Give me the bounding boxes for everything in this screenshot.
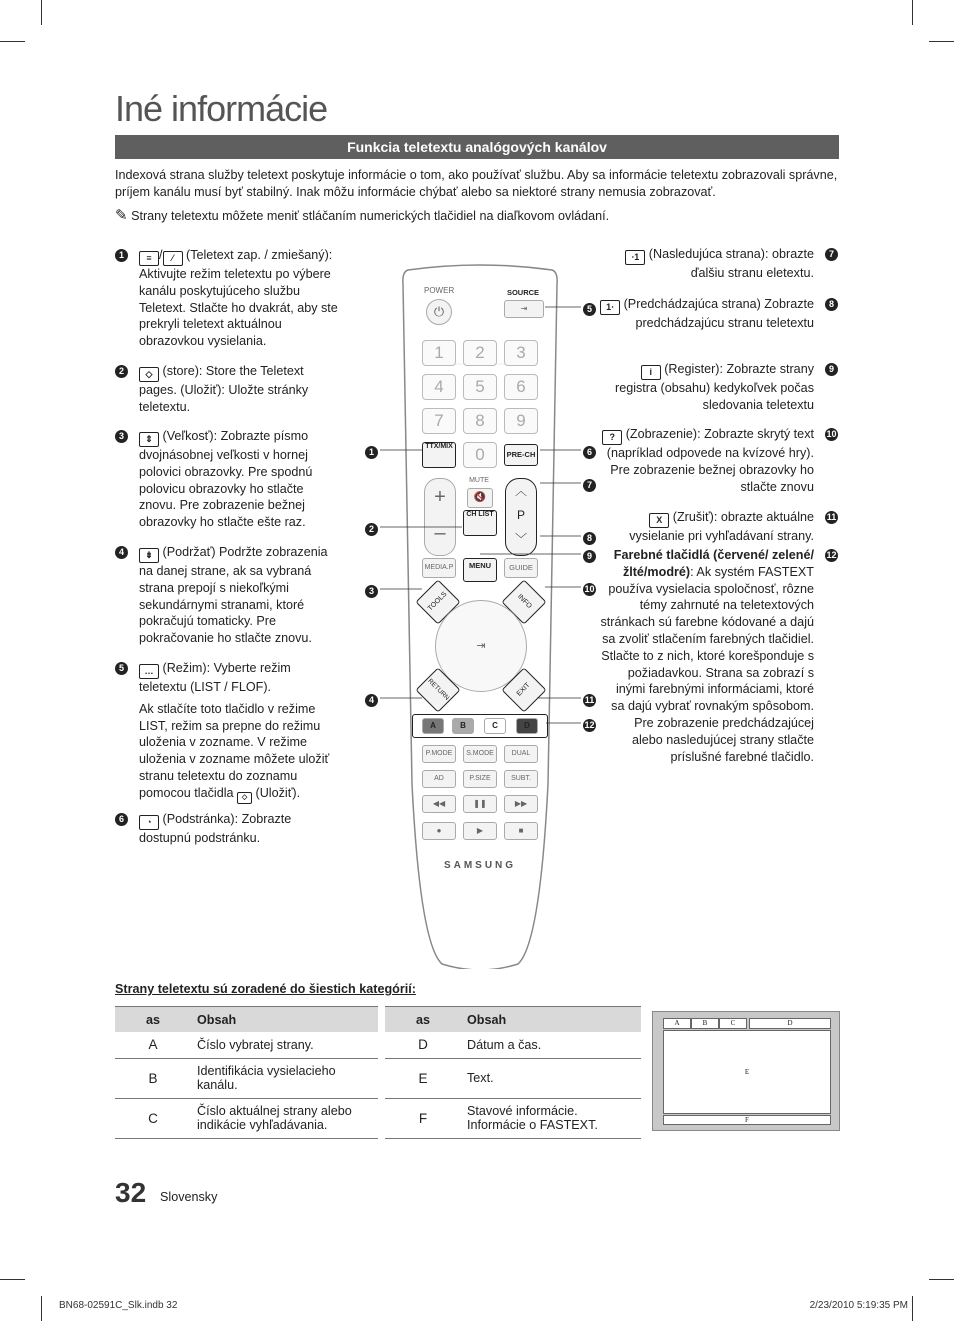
page-number: 32 [115,1177,147,1208]
callout-5 [583,301,596,319]
digit-9[interactable]: 9 [504,408,538,434]
table-row [385,1032,641,1058]
exit-button[interactable]: EXIT [501,667,546,712]
power-label: POWER [424,286,455,295]
item-text: (Teletext zap. / zmiešaný): Aktivujte režim teletextu po výbere kanálu poskytujúceho službu Teletext. Stlačte ho dvakrát, aby ste prekryli teletext aktuálnou obrazovkou vysielania. [139,248,338,349]
source-label: SOURCE [506,288,540,297]
store-icon: ◇ [237,792,252,804]
right-item-9 [600,361,834,414]
source-button[interactable]: ⇥ [504,300,544,318]
column-header: Obsah [461,1007,641,1033]
callout-7 [583,477,596,495]
channel-p-label: P [516,508,525,522]
table-cell: F [385,1098,461,1138]
dual-button[interactable]: DUAL [504,745,538,763]
crop-mark [912,0,913,25]
table-row [115,1098,378,1138]
button-a[interactable]: A [422,718,444,734]
number-badge: 6 [583,446,596,459]
right-item-8 [600,296,834,332]
number-badge: 9 [825,363,838,376]
next-page-icon: ⋅1 [625,250,645,265]
diagram-box-c: C [719,1018,747,1029]
table-cell: Číslo vybratej strany. [191,1032,378,1058]
crop-mark [41,0,42,25]
categories-heading: Strany teletextu sú zoradené do šiestich kategórií: [115,982,416,996]
store-icon: ◇ [139,367,159,382]
note-text: Strany teletextu môžete meniť stláčaním numerických tlačidiel na diaľkovom ovládaní. [131,209,610,223]
crop-mark [0,41,25,42]
table-cell: Dátum a čas. [461,1032,641,1058]
table-cell: C [115,1098,191,1138]
ad-button[interactable]: AD [422,770,456,788]
number-badge: 5 [115,662,128,675]
item-text: (Režim): Vyberte režim teletextu (LIST / FLOF). [139,661,291,694]
return-button[interactable]: RETURN [415,667,460,712]
subt-button[interactable]: SUBT. [504,770,538,788]
right-item-12 [600,547,837,765]
item-text: : Ak systém FASTEXT používa vysielacia spoločnosť, rôzne témy zahrnuté na teletextových stránkach sú farebne kódované a dajú sa zvoliť stlačením farebných tlačidiel. Stlačte to z nich, ktoré korešponduje s požiadavkou. Strana sa zobrazí s inými farebnými informáciami, ktoré sa dajú vybrať rovnakým spôsobom. Pre zobrazenie predchádzajúcej alebo nasledujúcej strany stlačte príslušné farebné tlačidlo. [600,564,814,764]
dpad[interactable]: ⇥ [435,600,527,692]
number-badge: 10 [826,429,837,439]
digit-2[interactable]: 2 [463,340,497,366]
table-cell: A [115,1032,191,1058]
right-item-7 [600,246,834,282]
diagram-box-d: D [749,1018,831,1029]
channel-rocker[interactable]: ︿ P ﹀ [505,478,537,556]
table-row [115,1032,378,1058]
table-cell: Identifikácia vysielacieho kanálu. [191,1058,378,1098]
s-mode-button[interactable]: S.MODE [463,745,497,763]
pencil-icon: ✎ [115,207,128,224]
pause-button[interactable]: ❚❚ [463,795,497,813]
digit-4[interactable]: 4 [422,374,456,400]
reveal-icon: ? [602,430,622,445]
item-text-2: Ak stlačíte toto tlačidlo v režime LIST, režim sa prepne do režimu uloženia v zozname. V režime uloženia v zozname môžete uložiť stranu teletextu do zoznamu pomocou tlačidla [139,701,330,800]
media-p-button[interactable]: MEDIA.P [422,558,456,578]
table-cell: Číslo aktuálnej strany alebo indikácie vyhľadávania. [191,1098,378,1138]
item-text: (Zrušiť): obrazte aktuálne vysielanie pri vyhľadávaní strany. [629,510,814,543]
teletext-layout-diagram [652,1011,840,1131]
number-badge: 7 [583,479,596,492]
table-cell: Text. [461,1058,641,1098]
pre-ch-button[interactable]: PRE-CH [504,444,538,466]
subpage-icon: ◔ [139,815,159,830]
diagram-box-a: A [663,1018,691,1029]
callout-12 [583,717,596,735]
categories-table-right [385,1006,641,1139]
crop-mark [929,41,954,42]
ch-list-button[interactable]: CH LIST [463,510,497,536]
hold-icon: ⇟ [139,548,159,563]
rewind-button[interactable]: ◀◀ [422,795,456,813]
button-b[interactable]: B [452,718,474,734]
table-cell: E [385,1058,461,1098]
number-badge: 6 [115,813,128,826]
callout-11 [583,692,596,710]
fast-forward-button[interactable]: ▶▶ [504,795,538,813]
number-badge: 2 [115,365,128,378]
callout-3 [365,583,378,601]
crop-mark [912,1296,913,1321]
page-title: Iné informácie [115,88,328,129]
mute-label: MUTE [469,477,489,484]
mute-button[interactable]: 🔇 [467,488,493,508]
remote-control [400,264,560,969]
footer-date: 2/23/2010 5:19:35 PM [809,1300,908,1311]
mode-icon: … [139,664,159,679]
number-badge: 4 [365,694,378,707]
number-badge: 1 [365,446,378,459]
callout-10 [583,581,596,599]
tools-button[interactable]: TOOLS [415,579,460,624]
number-badge: 12 [826,550,837,560]
previous-page-icon: 1⋅ [600,300,620,315]
p-mode-button[interactable]: P.MODE [422,745,456,763]
column-header: as [385,1007,461,1033]
item-text: (Veľkosť): Zobrazte písmo dvojnásobnej veľkosti v hornej polovici obrazovky. Pre spodnú polovicu obrazovky ho stlačte znovu. Pre zobrazenie bežnej obrazovky ho stlačte ešte raz. [139,429,313,530]
intro-text: Indexová strana služby teletext poskytuje informácie o tom, ako používať službu. Aby sa informácie teletextu zobrazovali správne, príjem kanálu musí byť stabilný. Inak môžu informácie chýbať alebo sa niektoré strany nemusia zobrazovať. [115,168,838,199]
diagram-box-e: E [663,1030,831,1114]
item-text: (Nasledujúca strana): obrazte ďalšiu stranu eletextu. [648,247,814,280]
callout-9 [583,548,596,566]
item-text: (Zobrazenie): Zobrazte skrytý text (napríklad odpovede na kvízové hry). Pre zobrazenie bežnej obrazovky ho stlačte znovu [606,427,814,494]
callout-2 [365,521,378,539]
number-badge: 1 [115,249,128,262]
digit-6[interactable]: 6 [504,374,538,400]
button-c[interactable]: C [484,718,506,734]
section-title: Funkcia teletextu analógových kanálov [115,135,839,159]
item-text: (Register): Zobrazte strany registra (obsahu) kedykoľvek počas sledovania teletextu [615,362,814,412]
size-icon: ⇕ [139,432,159,447]
table-row [385,1098,641,1138]
item-text: (Podržať) Podržte zobrazenia na danej strane, ak sa vybraná strana prepojí s niekoľkými sekundárnymi stranami, ktoré pokračujú tomaticky. Pre pokračovanie ho stlačte znovu. [139,545,328,646]
crop-mark [41,1296,42,1321]
number-badge: 5 [583,303,596,316]
table-row [385,1058,641,1098]
column-header: as [115,1007,191,1033]
button-d[interactable]: D [516,718,538,734]
stop-button[interactable]: ■ [504,822,538,840]
column-header: Obsah [191,1007,378,1033]
note [115,207,840,225]
number-badge: 4 [115,546,128,559]
item-text: (Predchádzajúca strana) Zobrazte predchádzajúcu stranu teletextu [623,297,814,330]
number-badge: 9 [583,550,596,563]
item-text: (Podstránka): Zobrazte dostupnú podstránku. [139,812,292,845]
digit-8[interactable]: 8 [463,408,497,434]
number-badge: 8 [583,532,596,545]
menu-button[interactable]: MENU [463,558,497,582]
language-label: Slovensky [160,1190,218,1204]
table-cell: B [115,1058,191,1098]
cancel-icon: X [649,513,669,528]
brand-logo: SAMSUNG [443,860,517,871]
number-badge: 8 [825,298,838,311]
crop-mark [929,1279,954,1280]
item-text: (store): Store the Teletext pages. (Uložiť): Uložte stránky teletextu. [139,364,309,414]
table-cell: D [385,1032,461,1058]
callout-8 [583,530,596,548]
callout-4 [365,692,378,710]
footer-file: BN68-02591C_Slk.indb 32 [59,1300,178,1311]
right-item-10 [600,426,837,495]
digit-0[interactable]: 0 [463,442,497,468]
guide-button[interactable]: GUIDE [504,558,538,578]
digit-1[interactable]: 1 [422,340,456,366]
teletext-mix-icon: ⁄ [163,251,183,266]
info-button[interactable]: INFO [501,579,546,624]
record-button[interactable]: ● [422,822,456,840]
number-badge: 12 [584,720,595,731]
teletext-on-icon: ≡ [139,251,159,266]
digit-5[interactable]: 5 [463,374,497,400]
number-badge: 2 [365,523,378,536]
callout-6 [583,444,596,462]
crop-mark [0,1279,25,1280]
number-badge: 3 [365,585,378,598]
p-size-button[interactable]: P.SIZE [463,770,497,788]
diagram-box-f: F [663,1115,831,1125]
right-item-11 [600,509,837,545]
table-cell: Stavové informácie. Informácie o FASTEXT. [461,1098,641,1138]
diagram-box-b: B [691,1018,719,1029]
table-row [115,1058,378,1098]
number-badge: 3 [115,430,128,443]
volume-rocker[interactable]: + – [424,478,456,556]
number-badge: 11 [826,512,837,522]
play-button[interactable]: ▶ [463,822,497,840]
callout-1 [365,444,378,462]
index-icon: i [641,365,661,380]
number-badge: 7 [825,248,838,261]
item-bold-text: Farebné tlačidlá (červené/ zelené/žlté/modré) [613,548,814,579]
digit-3[interactable]: 3 [504,340,538,366]
number-badge: 11 [584,695,595,706]
power-button[interactable]: ⏻ [426,299,452,325]
categories-table-left [115,1006,378,1139]
number-badge: 10 [584,584,595,595]
item-text-2-end: (Uložiť). [255,785,301,800]
ttx-mix-button[interactable]: TTX/MIX [422,442,456,468]
digit-7[interactable]: 7 [422,408,456,434]
